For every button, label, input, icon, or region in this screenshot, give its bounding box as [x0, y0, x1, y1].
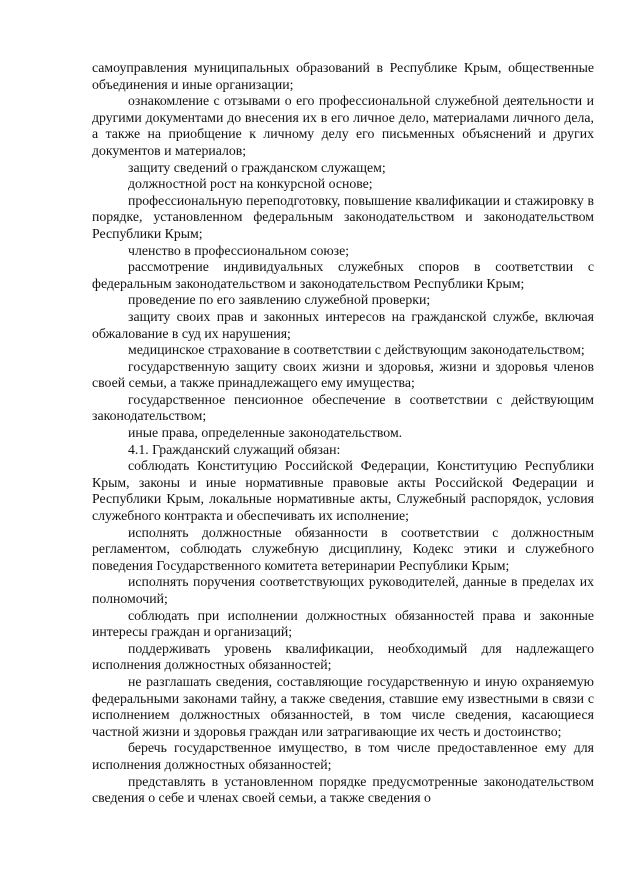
paragraph: рассмотрение индивидуальных служебных споров в соответствии с федеральным законодательством и законодательством Республики Крым; [92, 259, 594, 291]
paragraph: иные права, определенные законодательством. [128, 425, 403, 441]
paragraph: ознакомление с отзывами о его профессиональной служебной деятельности и другими документами до внесения их в его личное дело, материалами личного дела, а также на приобщение к личному делу его письменных объяснений и других документов и материалов; [92, 93, 594, 158]
paragraph: медицинское страхование в соответствии с действующим законодательством; [128, 342, 585, 358]
paragraph: защиту сведений о гражданском служащем; [128, 159, 386, 175]
paragraph: соблюдать при исполнении должностных обязанностей права и законные интересы граждан и организаций; [92, 607, 594, 640]
paragraph: беречь государственное имущество, в том числе предоставленное ему для исполнения должностных обязанностей; [92, 740, 594, 772]
paragraph: самоуправления муниципальных образований в Республике Крым, общественные объединения и иные организации; [92, 60, 594, 92]
paragraph: государственную защиту своих жизни и здоровья, жизни и здоровья членов своей семьи, а также принадлежащего ему имущества; [92, 358, 594, 391]
section-heading: 4.1. Гражданский служащий обязан: [128, 441, 341, 457]
paragraph: государственное пенсионное обеспечение в соответствии с действующим законодательством; [92, 391, 594, 424]
document-page [92, 60, 594, 807]
paragraph: защиту своих прав и законных интересов на гражданской службе, включая обжалование в суд их нарушения; [92, 308, 594, 341]
paragraph: исполнять должностные обязанности в соответствии с должностным регламентом, соблюдать служебную дисциплину, Кодекс этики и служебного поведения Государственного комитета ветеринарии Республики Крым; [92, 524, 594, 573]
paragraph: должностной рост на конкурсной основе; [128, 176, 373, 192]
paragraph: представлять в установленном порядке предусмотренные законодательством сведения о себе и членах своей семьи, а также сведения о [92, 773, 594, 806]
paragraph: соблюдать Конституцию Российской Федерации, Конституцию Республики Крым, законы и иные нормативные правовые акты Российской Федерации и Республики Крым, локальные нормативные акты, Служебный распорядок, условия служебного контракта и обеспечивать их исполнение; [92, 458, 594, 524]
paragraph: членство в профессиональном союзе; [128, 242, 350, 258]
paragraph: профессиональную переподготовку, повышение квалификации и стажировку в порядке, установленном федеральным законодательством и законодательством Республики Крым; [92, 192, 594, 241]
paragraph: не разглашать сведения, составляющие государственную и иную охраняемую федеральными законами тайну, а также сведения, ставшие ему известными в связи с исполнением должностных обязанностей, в том числе сведения, касающиеся частной жизни и здоровья граждан или затрагивающие их честь и достоинство; [92, 673, 594, 739]
paragraph: поддерживать уровень квалификации, необходимый для надлежащего исполнения должностных обязанностей; [92, 640, 594, 673]
paragraph: проведение по его заявлению служебной проверки; [128, 292, 431, 308]
paragraph: исполнять поручения соответствующих руководителей, данные в пределах их полномочий; [92, 574, 594, 606]
